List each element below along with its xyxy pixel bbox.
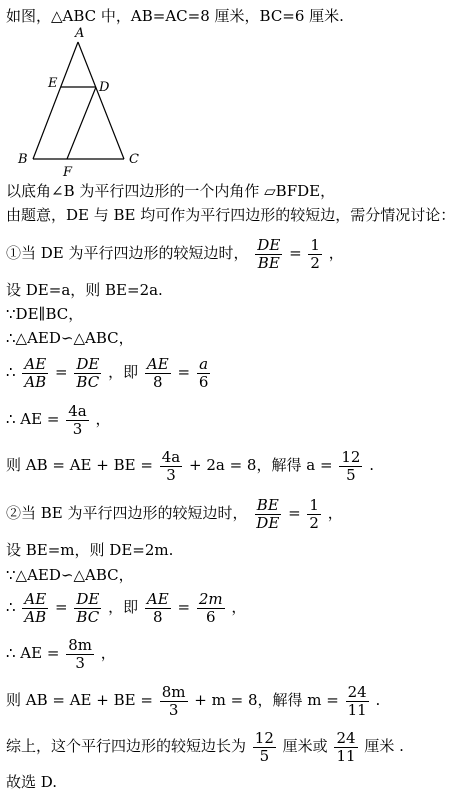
case2-ratio-fraction: $\frac{BE}{DE}$: [256, 495, 280, 532]
answer-line: 故选 D.: [6, 773, 58, 791]
case2-heading: ②当 BE 为平行四边形的较短边时， $\frac{BE}{DE}$ = $\frac{1}{2}$ ，: [6, 495, 343, 532]
case1-therefore: ∴△AED∽△ABC，: [6, 329, 134, 347]
problem-statement: 如图，△ABC 中，AB=AC=8 厘米，BC=6 厘米.: [6, 7, 344, 25]
case2-set: 设 BE=m，则 DE=2m.: [6, 541, 174, 559]
case2-result: 则 AB = AE + BE = $\frac{8m}{3}$ + m = 8，解得 m = $\frac{24}{11}$ .: [6, 682, 381, 719]
side-ab: [33, 42, 78, 159]
label-c: C: [129, 152, 139, 167]
case1-heading: ①当 DE 为平行四边形的较短边时， $\frac{DE}{BE}$ = $\frac{1}{2}$ ，: [6, 235, 344, 272]
segment-df: [67, 87, 96, 159]
triangle-figure: [0, 20, 160, 180]
case1-because: ∵DE∥BC，: [6, 305, 84, 323]
case2-because: ∵△AED∽△ABC，: [6, 566, 134, 584]
case2-proportion: ∴ $\frac{AE}{AB}$ = $\frac{DE}{BC}$ ，即 $\frac{AE}{8}$ = $\frac{2m}{6}$ ，: [6, 589, 247, 626]
case1-proportion: ∴ $\frac{AE}{AB}$ = $\frac{DE}{BC}$ ，即 $\frac{AE}{8}$ = $\frac{a}{6}$: [6, 354, 209, 391]
case1-ratio-fraction: $\frac{DE}{BE}$: [257, 235, 281, 272]
label-a: A: [75, 26, 85, 41]
label-d: D: [99, 80, 110, 95]
label-f: F: [63, 165, 73, 180]
case1-ae: ∴ AE = $\frac{4a}{3}$ ，: [6, 401, 111, 438]
label-b: B: [18, 152, 28, 167]
case2-ae: ∴ AE = $\frac{8m}{3}$ ，: [6, 635, 116, 672]
summary-line: 综上，这个平行四边形的较短边长为 $\frac{12}{5}$ 厘米或 $\frac{24}{11}$ 厘米 .: [6, 728, 404, 765]
side-ac: [78, 42, 124, 159]
intro-line-2: 由题意，DE 与 BE 均可作为平行四边形的较短边，需分情况讨论：: [6, 206, 456, 224]
case1-result: 则 AB = AE + BE = $\frac{4a}{3}$ + 2a = 8，解得 a = $\frac{12}{5}$ .: [6, 447, 374, 484]
case1-set: 设 DE=a，则 BE=2a.: [6, 281, 163, 299]
label-e: E: [48, 76, 58, 91]
intro-line-1: 以底角∠B 为平行四边形的一个内角作 ▱BFDE，: [6, 182, 336, 200]
